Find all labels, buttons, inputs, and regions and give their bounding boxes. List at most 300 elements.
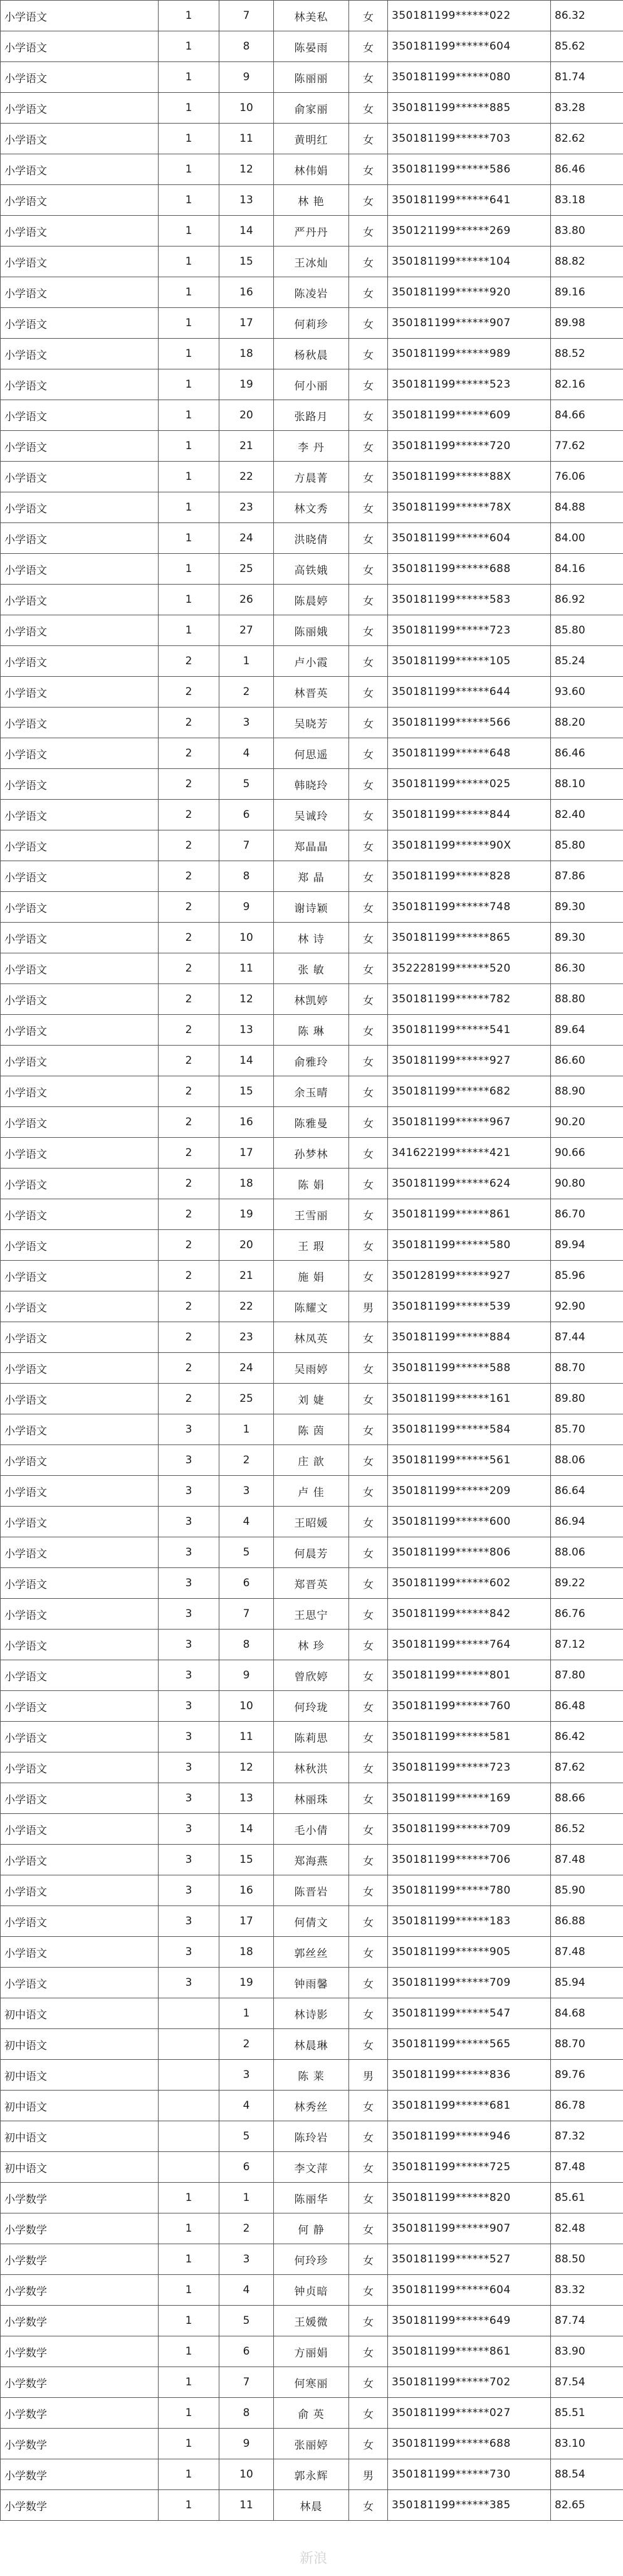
id-number-cell: 350181199******88X [388,462,551,492]
name-cell: 毛小倩 [274,1814,349,1845]
name-cell: 陈晨婷 [274,585,349,615]
id-number-cell: 350181199******609 [388,400,551,431]
subject-cell: 小学语文 [1,1,159,31]
name-cell: 陈 莱 [274,2060,349,2091]
id-number-cell: 350181199******105 [388,646,551,677]
gender-cell: 女 [349,185,388,216]
table-row [1,62,623,93]
score-cell: 88.10 [551,769,623,800]
seq-cell: 12 [219,984,274,1015]
table-row [1,369,623,400]
seq-cell: 12 [219,154,274,185]
subject-cell: 小学语文 [1,1722,159,1752]
score-cell: 88.82 [551,246,623,277]
id-number-cell: 350181199******644 [388,677,551,708]
table-row [1,800,623,830]
table-row [1,523,623,554]
id-number-cell: 350181199******723 [388,615,551,646]
subject-cell: 小学语文 [1,708,159,738]
gender-cell: 女 [349,216,388,246]
class-cell: 2 [159,1107,219,1138]
name-cell: 何晨芳 [274,1537,349,1568]
name-cell: 郭丝丝 [274,1937,349,1968]
id-number-cell: 350181199******760 [388,1691,551,1722]
class-cell: 3 [159,1660,219,1691]
name-cell: 何 静 [274,2213,349,2244]
name-cell: 陈莉思 [274,1722,349,1752]
id-number-cell: 350181199******828 [388,861,551,892]
class-cell: 2 [159,1322,219,1353]
class-cell: 2 [159,1138,219,1169]
id-number-cell: 350181199******547 [388,1998,551,2029]
table-row [1,1783,623,1814]
gender-cell: 女 [349,2183,388,2213]
name-cell: 王媛微 [274,2306,349,2336]
subject-cell: 小学语文 [1,1937,159,1968]
table-row [1,1291,623,1322]
gender-cell: 女 [349,462,388,492]
gender-cell: 女 [349,1906,388,1937]
score-cell: 84.66 [551,400,623,431]
id-number-cell: 350181199******600 [388,1507,551,1537]
subject-cell: 小学语文 [1,1414,159,1445]
gender-cell: 女 [349,1630,388,1660]
id-number-cell: 350181199******161 [388,1384,551,1414]
table-row [1,308,623,339]
table-row [1,124,623,154]
table-row [1,246,623,277]
subject-cell: 小学语文 [1,1076,159,1107]
class-cell: 3 [159,1722,219,1752]
class-cell [159,2121,219,2152]
id-number-cell: 350181199******946 [388,2121,551,2152]
class-cell: 3 [159,1875,219,1906]
score-cell: 82.16 [551,369,623,400]
class-cell: 1 [159,339,219,369]
gender-cell: 女 [349,1445,388,1476]
name-cell: 陈晋岩 [274,1875,349,1906]
subject-cell: 小学语文 [1,1169,159,1199]
table-row [1,1138,623,1169]
id-number-cell: 350181199******730 [388,2459,551,2490]
score-cell: 87.54 [551,2367,623,2398]
id-number-cell: 350181199******706 [388,1845,551,1875]
table-row [1,2429,623,2459]
name-cell: 吴晓芳 [274,708,349,738]
table-row [1,2459,623,2490]
id-number-cell: 350181199******927 [388,1046,551,1076]
subject-cell: 小学数学 [1,2490,159,2521]
score-cell: 87.48 [551,1845,623,1875]
gender-cell: 女 [349,31,388,62]
table-row [1,1998,623,2029]
score-cell: 89.80 [551,1384,623,1414]
gender-cell: 女 [349,1507,388,1537]
seq-cell: 5 [219,1537,274,1568]
subject-cell: 小学数学 [1,2367,159,2398]
table-row [1,1199,623,1230]
class-cell: 2 [159,1384,219,1414]
id-number-cell: 350181199******842 [388,1599,551,1630]
score-cell: 84.88 [551,492,623,523]
seq-cell: 10 [219,93,274,124]
name-cell: 林 珍 [274,1630,349,1660]
subject-cell: 小学语文 [1,830,159,861]
seq-cell: 15 [219,246,274,277]
gender-cell: 女 [349,1476,388,1507]
class-cell: 2 [159,1015,219,1046]
name-cell: 杨秋晨 [274,339,349,369]
id-number-cell: 350181199******604 [388,31,551,62]
class-cell: 2 [159,953,219,984]
table-row [1,1814,623,1845]
gender-cell: 女 [349,369,388,400]
subject-cell: 小学语文 [1,400,159,431]
table-row [1,1630,623,1660]
score-cell: 87.74 [551,2306,623,2336]
subject-cell: 小学语文 [1,1783,159,1814]
subject-cell: 小学语文 [1,1384,159,1414]
table-row [1,1015,623,1046]
class-cell: 2 [159,646,219,677]
subject-cell: 小学语文 [1,1630,159,1660]
subject-cell: 小学语文 [1,339,159,369]
seq-cell: 22 [219,1291,274,1322]
subject-cell: 小学语文 [1,1660,159,1691]
id-number-cell: 350181199******820 [388,2183,551,2213]
id-number-cell: 350181199******561 [388,1445,551,1476]
class-cell: 1 [159,523,219,554]
seq-cell: 14 [219,1046,274,1076]
name-cell: 林秋洪 [274,1752,349,1783]
id-number-cell: 350181199******385 [388,2490,551,2521]
name-cell: 林晨 [274,2490,349,2521]
subject-cell: 小学语文 [1,1537,159,1568]
name-cell: 庄 歆 [274,1445,349,1476]
name-cell: 林诗影 [274,1998,349,2029]
score-cell: 88.80 [551,984,623,1015]
score-cell: 87.12 [551,1630,623,1660]
table-row [1,31,623,62]
class-cell: 1 [159,431,219,462]
table-row [1,708,623,738]
score-cell: 85.96 [551,1261,623,1291]
class-cell: 1 [159,2336,219,2367]
name-cell: 俞雅玲 [274,1046,349,1076]
subject-cell: 小学语文 [1,369,159,400]
seq-cell: 20 [219,400,274,431]
subject-cell: 小学数学 [1,2459,159,2490]
seq-cell: 1 [219,2183,274,2213]
name-cell: 李 丹 [274,431,349,462]
score-cell: 86.46 [551,738,623,769]
gender-cell: 女 [349,339,388,369]
seq-cell: 16 [219,277,274,308]
table-row [1,1445,623,1476]
class-cell: 3 [159,1537,219,1568]
class-cell: 2 [159,892,219,923]
subject-cell: 小学语文 [1,492,159,523]
subject-cell: 小学语文 [1,308,159,339]
seq-cell: 6 [219,800,274,830]
gender-cell: 女 [349,1353,388,1384]
score-cell: 86.70 [551,1199,623,1230]
id-number-cell: 350181199******581 [388,1722,551,1752]
class-cell: 1 [159,124,219,154]
subject-cell: 小学语文 [1,1752,159,1783]
subject-cell: 小学语文 [1,1291,159,1322]
score-cell: 88.20 [551,708,623,738]
gender-cell: 女 [349,2091,388,2121]
name-cell: 曾欣婷 [274,1660,349,1691]
id-number-cell: 350181199******806 [388,1537,551,1568]
class-cell: 1 [159,462,219,492]
class-cell: 1 [159,62,219,93]
class-cell: 1 [159,400,219,431]
name-cell: 林文秀 [274,492,349,523]
score-cell: 90.66 [551,1138,623,1169]
table-row [1,2490,623,2521]
subject-cell: 小学语文 [1,615,159,646]
name-cell: 何思遥 [274,738,349,769]
id-number-cell: 350181199******702 [388,2367,551,2398]
name-cell: 洪晓倩 [274,523,349,554]
name-cell: 严丹丹 [274,216,349,246]
seq-cell: 8 [219,1630,274,1660]
class-cell: 2 [159,1353,219,1384]
gender-cell: 女 [349,1138,388,1169]
score-cell: 77.62 [551,431,623,462]
id-number-cell: 350181199******602 [388,1568,551,1599]
gender-cell: 女 [349,1599,388,1630]
class-cell: 2 [159,677,219,708]
seq-cell: 2 [219,2029,274,2060]
seq-cell: 17 [219,308,274,339]
seq-cell: 23 [219,1322,274,1353]
gender-cell: 女 [349,2367,388,2398]
score-cell: 86.64 [551,1476,623,1507]
score-cell: 83.10 [551,2429,623,2459]
subject-cell: 小学语文 [1,462,159,492]
seq-cell: 4 [219,738,274,769]
id-number-cell: 350181199******604 [388,2275,551,2306]
seq-cell: 25 [219,1384,274,1414]
table-row [1,984,623,1015]
name-cell: 林美私 [274,1,349,31]
name-cell: 何寒丽 [274,2367,349,2398]
score-cell: 93.60 [551,677,623,708]
class-cell: 2 [159,1261,219,1291]
subject-cell: 小学语文 [1,923,159,953]
id-number-cell: 350181199******580 [388,1230,551,1261]
table-row [1,1,623,31]
score-cell: 90.80 [551,1169,623,1199]
seq-cell: 13 [219,185,274,216]
subject-cell: 小学语文 [1,93,159,124]
score-cell: 84.00 [551,523,623,554]
subject-cell: 小学语文 [1,246,159,277]
table-row [1,1599,623,1630]
score-cell: 89.30 [551,892,623,923]
gender-cell: 女 [349,2336,388,2367]
subject-cell: 初中语文 [1,2091,159,2121]
subject-cell: 小学数学 [1,2275,159,2306]
table-row [1,2213,623,2244]
class-cell: 1 [159,277,219,308]
id-number-cell: 350181199******022 [388,1,551,31]
id-number-cell: 350181199******080 [388,62,551,93]
seq-cell: 3 [219,1476,274,1507]
score-cell: 82.65 [551,2490,623,2521]
seq-cell: 5 [219,2121,274,2152]
name-cell: 郑晋英 [274,1568,349,1599]
class-cell: 3 [159,1568,219,1599]
class-cell: 1 [159,2429,219,2459]
seq-cell: 17 [219,1906,274,1937]
name-cell: 郭永辉 [274,2459,349,2490]
name-cell: 孙梦林 [274,1138,349,1169]
table-row [1,1169,623,1199]
seq-cell: 11 [219,1722,274,1752]
score-cell: 88.70 [551,1353,623,1384]
seq-cell: 9 [219,892,274,923]
id-number-cell: 350181199******709 [388,1814,551,1845]
id-number-cell: 350181199******566 [388,708,551,738]
gender-cell: 女 [349,892,388,923]
seq-cell: 8 [219,2398,274,2429]
subject-cell: 小学数学 [1,2244,159,2275]
id-number-cell: 350181199******836 [388,2060,551,2091]
id-number-cell: 350181199******989 [388,339,551,369]
seq-cell: 2 [219,2213,274,2244]
name-cell: 林 艳 [274,185,349,216]
subject-cell: 小学数学 [1,2398,159,2429]
table-row [1,2183,623,2213]
table-row [1,1968,623,1998]
name-cell: 张丽婷 [274,2429,349,2459]
gender-cell: 女 [349,1,388,31]
id-number-cell: 350181199******523 [388,369,551,400]
id-number-cell: 350181199******703 [388,124,551,154]
seq-cell: 14 [219,216,274,246]
name-cell: 韩晓玲 [274,769,349,800]
class-cell: 3 [159,1906,219,1937]
seq-cell: 7 [219,830,274,861]
class-cell: 3 [159,1630,219,1660]
class-cell: 1 [159,2244,219,2275]
class-cell: 1 [159,246,219,277]
id-number-cell: 350181199******723 [388,1752,551,1783]
score-cell: 86.42 [551,1722,623,1752]
watermark: 新浪 [299,2551,327,2567]
id-number-cell: 350181199******624 [388,1169,551,1199]
table-row [1,615,623,646]
table-row [1,646,623,677]
name-cell: 林伟娟 [274,154,349,185]
gender-cell: 女 [349,124,388,154]
class-cell: 1 [159,154,219,185]
class-cell: 2 [159,1046,219,1076]
seq-cell: 9 [219,62,274,93]
gender-cell: 女 [349,2275,388,2306]
name-cell: 何小丽 [274,369,349,400]
class-cell: 1 [159,31,219,62]
score-cell: 89.76 [551,2060,623,2091]
table-row [1,277,623,308]
gender-cell: 女 [349,1691,388,1722]
score-cell: 76.06 [551,462,623,492]
id-number-cell: 350181199******90X [388,830,551,861]
class-cell: 3 [159,1968,219,1998]
table-row [1,185,623,216]
seq-cell: 17 [219,1138,274,1169]
score-cell: 85.70 [551,1414,623,1445]
class-cell: 1 [159,492,219,523]
subject-cell: 小学语文 [1,1476,159,1507]
score-cell: 85.80 [551,615,623,646]
gender-cell: 女 [349,1783,388,1814]
seq-cell: 13 [219,1783,274,1814]
score-cell: 83.28 [551,93,623,124]
id-number-cell: 350181199******527 [388,2244,551,2275]
subject-cell: 小学语文 [1,1845,159,1875]
seq-cell: 1 [219,1998,274,2029]
name-cell: 王思宁 [274,1599,349,1630]
seq-cell: 24 [219,523,274,554]
gender-cell: 女 [349,1568,388,1599]
class-cell: 2 [159,708,219,738]
score-cell: 89.98 [551,308,623,339]
table-row [1,431,623,462]
table-body [1,1,623,2521]
table-row [1,2091,623,2121]
seq-cell: 25 [219,554,274,585]
table-row [1,2029,623,2060]
name-cell: 陈雅曼 [274,1107,349,1138]
score-cell: 85.61 [551,2183,623,2213]
id-number-cell: 350181199******641 [388,185,551,216]
subject-cell: 小学语文 [1,1968,159,1998]
id-number-cell: 350181199******748 [388,892,551,923]
subject-cell: 小学语文 [1,1906,159,1937]
score-cell: 87.44 [551,1322,623,1353]
gender-cell: 女 [349,1322,388,1353]
name-cell: 林 诗 [274,923,349,953]
id-number-cell: 350181199******861 [388,2336,551,2367]
subject-cell: 小学语文 [1,585,159,615]
table-row [1,585,623,615]
score-cell: 82.62 [551,124,623,154]
subject-cell: 小学语文 [1,1507,159,1537]
subject-cell: 小学语文 [1,1875,159,1906]
seq-cell: 7 [219,2367,274,2398]
subject-cell: 小学语文 [1,1138,159,1169]
gender-cell: 女 [349,1169,388,1199]
subject-cell: 小学语文 [1,1015,159,1046]
score-cell: 83.80 [551,216,623,246]
id-number-cell: 350181199******183 [388,1906,551,1937]
class-cell: 1 [159,185,219,216]
name-cell: 陈 琳 [274,1015,349,1046]
name-cell: 陈凌岩 [274,277,349,308]
table-row [1,1722,623,1752]
table-row [1,861,623,892]
table-row [1,2367,623,2398]
subject-cell: 初中语文 [1,2121,159,2152]
subject-cell: 小学语文 [1,31,159,62]
class-cell: 1 [159,216,219,246]
name-cell: 何莉珍 [274,308,349,339]
